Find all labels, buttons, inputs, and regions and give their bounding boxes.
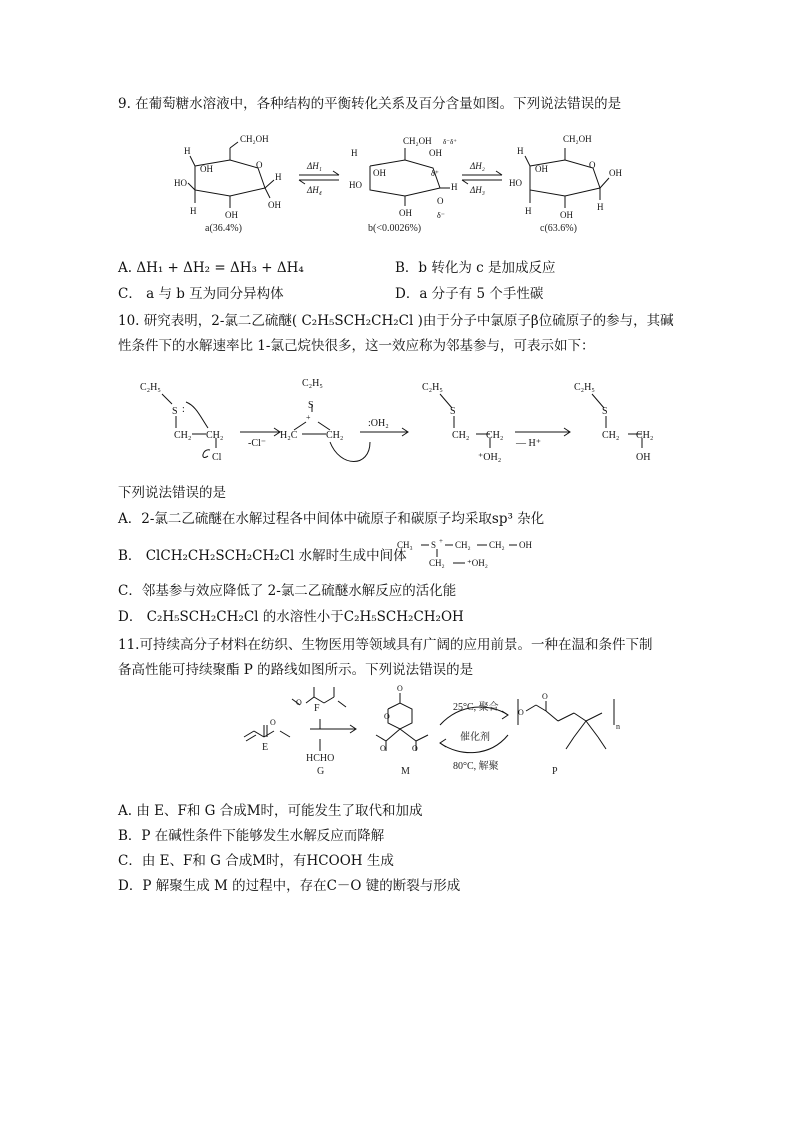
svg-text:O: O [384, 712, 390, 721]
q9-stem: 9. 在葡萄糖水溶液中，各种结构的平衡转化关系及百分含量如图。下列说法错误的是 [118, 96, 622, 112]
svg-text:H: H [597, 202, 604, 212]
svg-text:O: O [589, 160, 596, 170]
q10-mechanism-scheme [130, 372, 670, 472]
svg-text:+: + [306, 413, 311, 422]
svg-text:ΔH₁: ΔH₁ [307, 161, 322, 171]
svg-text:OH: OH [429, 148, 442, 158]
svg-text:H: H [190, 206, 197, 216]
q9-label-c: c(63.6%) [540, 223, 577, 234]
svg-text:⁺OH₂: ⁺OH₂ [478, 452, 502, 463]
svg-text:OH: OH [535, 164, 548, 174]
svg-text:OH: OH [609, 168, 622, 178]
svg-text:CH₂: CH₂ [326, 430, 344, 441]
q10-stem-line1: 10. 研究表明，2-氯二乙硫醚( C₂H₅SCH₂CH₂Cl )由于分子中氯原子β位硫原子的参与，其碱 [118, 313, 674, 329]
svg-text:⁺OH₂: ⁺OH₂ [467, 558, 488, 568]
svg-text:HO: HO [349, 180, 362, 190]
svg-text:CH₂OH: CH₂OH [563, 134, 592, 144]
svg-text::OH₂: :OH₂ [368, 418, 389, 429]
svg-text:H: H [525, 206, 532, 216]
q9-option-c: C． a 与 b 互为同分异构体 [118, 286, 284, 302]
svg-text:ΔH₃: ΔH₃ [470, 185, 485, 195]
q11-label-M: M [401, 766, 410, 777]
svg-text:O: O [518, 708, 524, 717]
q9-option-d: D．a 分子有 5 个手性碳 [395, 286, 544, 302]
svg-text:C₂H₅: C₂H₅ [574, 382, 595, 393]
svg-text:CH₂: CH₂ [206, 430, 224, 441]
q11-stem-line2: 备高性能可持续聚酯 P 的路线如图所示。下列说法错误的是 [118, 662, 474, 678]
svg-text:S: S [450, 406, 456, 417]
svg-text:S: S [431, 540, 437, 550]
svg-text:CH₂: CH₂ [602, 430, 620, 441]
q9-structure-c [505, 128, 625, 228]
q9-arrows-1 [295, 160, 345, 200]
svg-text:O: O [380, 744, 386, 753]
q11-label-P: P [552, 766, 558, 777]
svg-text:OH: OH [636, 452, 651, 463]
q11-condition-catalyst: 催化剂 [460, 732, 490, 743]
q10-question: 下列说法错误的是 [118, 485, 226, 501]
svg-text:CH₂: CH₂ [636, 430, 654, 441]
svg-text:C₂H₅: C₂H₅ [302, 378, 323, 389]
svg-text:O: O [296, 698, 302, 707]
svg-text:O: O [270, 718, 276, 727]
q11-option-d: D．P 解聚生成 M 的过程中，存在C－O 键的断裂与形成 [118, 878, 461, 894]
svg-text:H: H [517, 146, 524, 156]
q11-label-G: G [317, 766, 325, 777]
svg-text:O: O [412, 744, 418, 753]
svg-text:CH₂: CH₂ [174, 430, 192, 441]
q9-option-a: A. ΔH₁ + ΔH₂ = ΔH₃ + ΔH₄ [118, 260, 304, 276]
svg-text:CH₂: CH₂ [429, 558, 445, 568]
q10-intermediate-structure [395, 535, 535, 571]
q11-label-E: E [262, 742, 269, 753]
q10-option-c: C．邻基参与效应降低了 2-氯二乙硫醚水解反应的活化能 [118, 583, 457, 599]
svg-text:n: n [616, 722, 620, 731]
svg-text:OH: OH [268, 200, 281, 210]
svg-text::: : [182, 404, 185, 415]
svg-text:δ⁺: δ⁺ [431, 169, 439, 178]
svg-text:OH: OH [560, 210, 573, 220]
q9-arrows-2 [458, 160, 508, 200]
svg-text:CH₂: CH₂ [452, 430, 470, 441]
svg-text:H: H [351, 148, 358, 158]
q11-route-scheme [240, 685, 620, 800]
svg-text:OH: OH [373, 168, 386, 178]
svg-text:-Cl⁻: -Cl⁻ [248, 438, 267, 449]
svg-text:O: O [397, 685, 403, 693]
svg-text:ΔH₂: ΔH₂ [470, 161, 485, 171]
q10-stem-line2: 性条件下的水解速率比 1-氯己烷快很多，这一效应称为邻基参与，可表示如下： [118, 338, 595, 354]
svg-text:C₂H₅: C₂H₅ [422, 382, 443, 393]
svg-text:δ⁻δ⁺: δ⁻δ⁺ [443, 138, 457, 146]
svg-text:CH₂: CH₂ [486, 430, 504, 441]
svg-text:HO: HO [174, 178, 187, 188]
svg-text:CH₂: CH₂ [455, 540, 471, 550]
q10-option-d: D． C₂H₅SCH₂CH₂Cl 的水溶性小于C₂H₅SCH₂CH₂OH [118, 609, 464, 625]
svg-text:H: H [451, 182, 458, 192]
q11-condition-top: 25°C, 聚合 [453, 702, 499, 713]
q10-option-b: B． ClCH₂CH₂SCH₂CH₂Cl 水解时生成中间体 [118, 548, 407, 564]
svg-text:S: S [308, 400, 314, 411]
svg-text:— H⁺: — H⁺ [516, 438, 541, 449]
svg-text:S: S [602, 406, 608, 417]
svg-text:OH: OH [519, 540, 532, 550]
q11-option-c: C．由 E、F和 G 合成M时，有HCOOH 生成 [118, 853, 394, 869]
svg-text:O: O [256, 160, 263, 170]
q11-option-a: A. 由 E、F和 G 合成M时，可能发生了取代和加成 [118, 803, 423, 819]
svg-text:OH: OH [399, 208, 412, 218]
q9-structure-a [170, 128, 290, 228]
q11-condition-bottom: 80°C, 解聚 [453, 761, 499, 772]
svg-text:H₂C: H₂C [280, 430, 298, 441]
svg-text:OH: OH [225, 210, 238, 220]
q9-label-b: b(<0.0026%) [368, 223, 422, 234]
svg-text:C₂H₅: C₂H₅ [140, 382, 161, 393]
q9-structure-b [345, 132, 465, 222]
q9-option-b: B．b 转化为 c 是加成反应 [395, 260, 556, 276]
q11-label-HCHO: HCHO [306, 753, 335, 764]
svg-text:OH: OH [200, 164, 213, 174]
q10-option-a: A．2-氯二乙硫醚在水解过程各中间体中硫原子和碳原子均采取sp³ 杂化 [118, 511, 545, 527]
svg-text:O: O [437, 196, 444, 206]
q9-label-a: a(36.4%) [205, 223, 242, 234]
svg-text:δ⁻: δ⁻ [437, 211, 445, 220]
svg-text:H: H [275, 172, 282, 182]
svg-text:S: S [172, 406, 178, 417]
svg-text:O: O [542, 692, 548, 701]
svg-text:CH₂: CH₂ [489, 540, 505, 550]
svg-text:Cl: Cl [212, 452, 222, 463]
svg-text:ΔH₄: ΔH₄ [307, 185, 322, 195]
svg-text:HO: HO [509, 178, 522, 188]
svg-text:CH₂OH: CH₂OH [403, 136, 432, 146]
svg-text:CH₃: CH₃ [397, 540, 413, 550]
svg-text:H: H [184, 146, 191, 156]
svg-text:+: + [439, 537, 443, 545]
q11-option-b: B．P 在碱性条件下能够发生水解反应而降解 [118, 828, 385, 844]
svg-text:CH₂OH: CH₂OH [240, 134, 269, 144]
q11-stem-line1: 11.可持续高分子材料在纺织、生物医用等领域具有广阔的应用前景。一种在温和条件下制 [118, 637, 653, 653]
q11-label-F: F [314, 703, 320, 714]
